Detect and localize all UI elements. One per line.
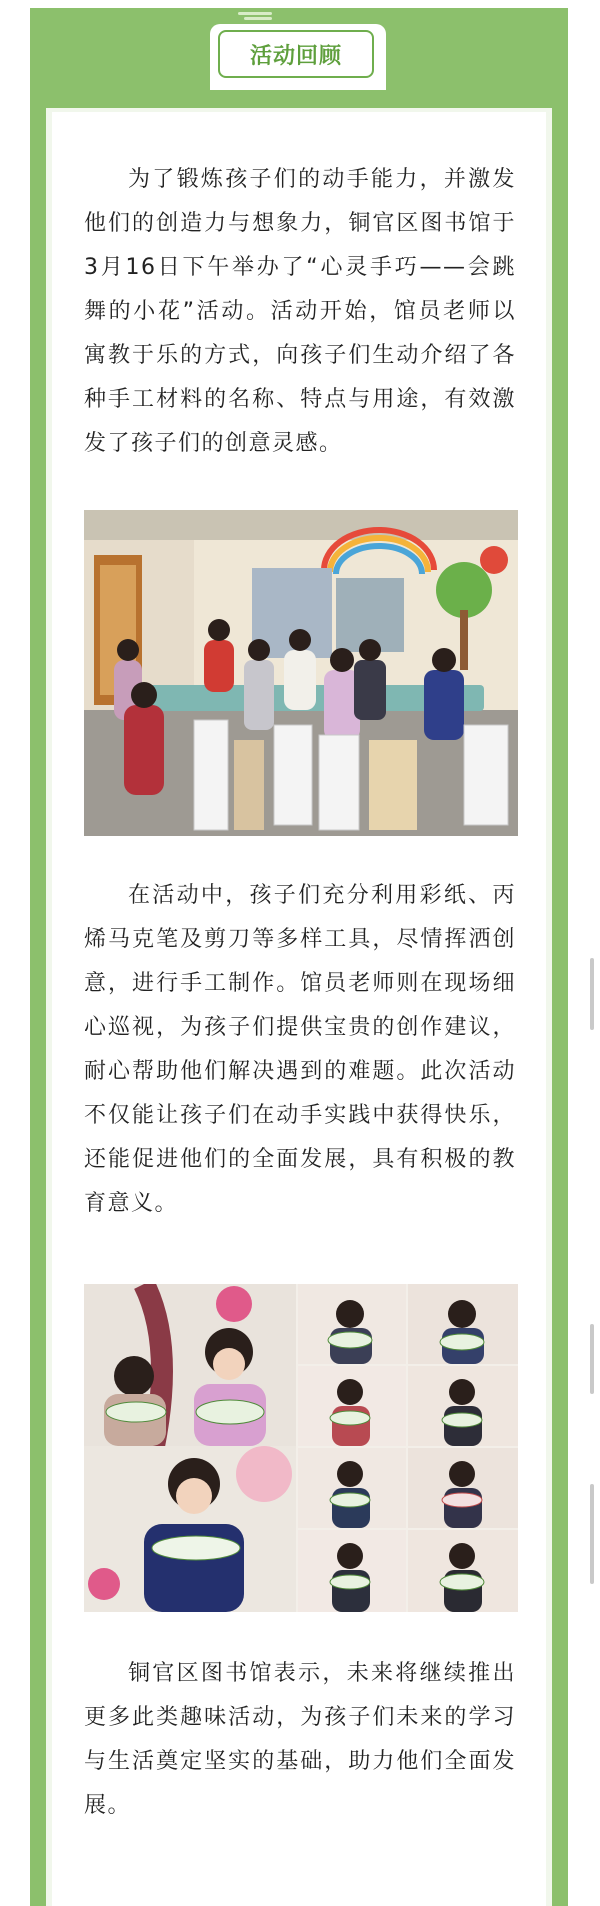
- section-header: [210, 24, 386, 90]
- paragraph-closing: 铜官区图书馆表示，未来将继续推出更多此类趣味活动，为孩子们未来的学习与生活奠定坚实的基础，助力他们全面发展。: [84, 1661, 516, 1818]
- scrollbar-thumb[interactable]: [590, 958, 594, 1030]
- header-decoration: [238, 12, 278, 20]
- section-title: 活动回顾: [218, 30, 374, 78]
- scrollbar-mark: [590, 1324, 594, 1394]
- activity-photo-collage: [84, 1284, 518, 1612]
- paragraph-intro: 为了锻炼孩子们的动手能力，并激发他们的创造力与想象力，铜官区图书馆于3月16日下午举办了“心灵手巧——会跳舞的小花”活动。活动开始，馆员老师以寓教于乐的方式，向孩子们生动介绍了各种手工材料的名称、特点与用途，有效激发了孩子们的创意灵感。: [84, 167, 516, 456]
- scrollbar-mark: [590, 1484, 594, 1584]
- activity-photo-1: [84, 510, 518, 836]
- paragraph-activity: 在活动中，孩子们充分利用彩纸、丙烯马克笔及剪刀等多样工具，尽情挥洒创意，进行手工制作。馆员老师则在现场细心巡视，为孩子们提供宝贵的创作建议，耐心帮助他们解决遇到的难题。此次活动不仅能让孩子们在动手实践中获得快乐，还能促进他们的全面发展，具有积极的教育意义。: [84, 883, 516, 1216]
